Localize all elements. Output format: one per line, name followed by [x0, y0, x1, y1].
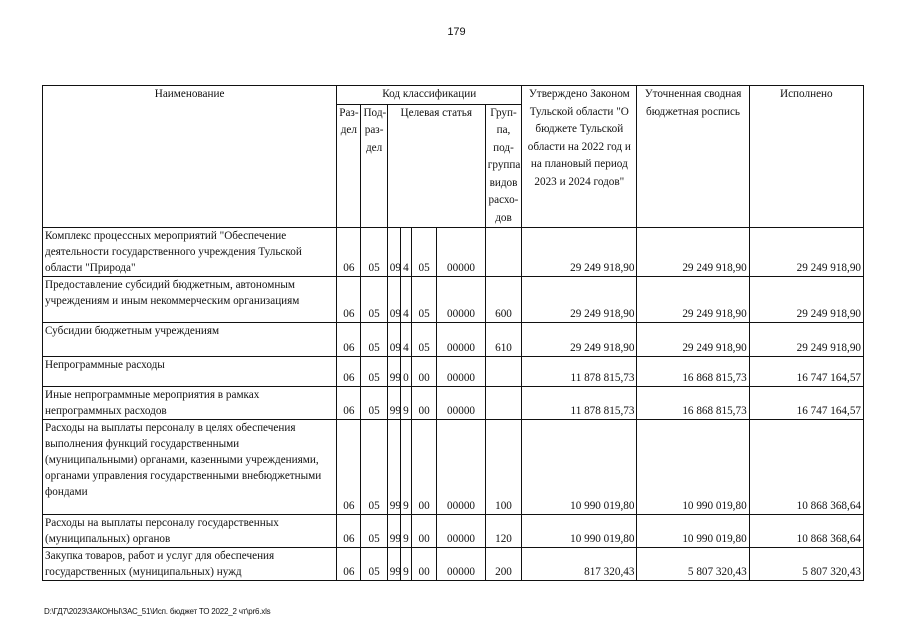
row-target-element: 00 — [412, 515, 437, 548]
row-target-subprogram: 0 — [400, 357, 411, 387]
row-podrazdel: 05 — [361, 420, 387, 515]
row-executed: 16 747 164,57 — [749, 357, 863, 387]
row-clarified: 10 990 019,80 — [637, 515, 749, 548]
row-executed: 5 807 320,43 — [749, 548, 863, 581]
row-podrazdel: 05 — [361, 228, 387, 277]
row-target-direction: 00000 — [437, 228, 486, 277]
row-target-program: 99 — [387, 548, 400, 581]
row-target-element: 00 — [412, 420, 437, 515]
row-target-program: 09 — [387, 323, 400, 357]
page-number: 179 — [447, 26, 466, 38]
row-approved: 29 249 918,90 — [522, 277, 637, 323]
header-razdel: Раз-дел — [337, 104, 361, 228]
row-podrazdel: 05 — [361, 548, 387, 581]
row-podrazdel: 05 — [361, 387, 387, 420]
row-podrazdel: 05 — [361, 357, 387, 387]
row-executed: 10 868 368,64 — [749, 515, 863, 548]
row-podrazdel: 05 — [361, 277, 387, 323]
row-clarified: 29 249 918,90 — [637, 277, 749, 323]
header-classification-code: Код классификации — [337, 86, 522, 105]
table-row — [43, 548, 864, 581]
row-clarified: 29 249 918,90 — [637, 228, 749, 277]
row-executed: 10 868 368,64 — [749, 420, 863, 515]
row-expense-type: 610 — [485, 323, 521, 357]
row-target-subprogram: 9 — [400, 387, 411, 420]
row-podrazdel: 05 — [361, 515, 387, 548]
row-target-subprogram: 9 — [400, 420, 411, 515]
row-razdel: 06 — [337, 548, 361, 581]
row-executed: 29 249 918,90 — [749, 277, 863, 323]
row-target-subprogram: 4 — [400, 228, 411, 277]
table-row — [43, 420, 864, 515]
row-razdel: 06 — [337, 323, 361, 357]
row-target-subprogram: 4 — [400, 323, 411, 357]
row-expense-type — [485, 357, 521, 387]
table-row — [43, 515, 864, 548]
header-approved: Утверждено Законом Тульской области "О бюджете Тульской области на 2022 год и на плановый период 2023 и 2024 годов" — [522, 86, 637, 228]
row-target-direction: 00000 — [437, 420, 486, 515]
table-body — [43, 228, 864, 581]
row-approved: 11 878 815,73 — [522, 387, 637, 420]
row-approved: 10 990 019,80 — [522, 515, 637, 548]
row-target-direction: 00000 — [437, 277, 486, 323]
row-clarified: 10 990 019,80 — [637, 420, 749, 515]
row-approved: 29 249 918,90 — [522, 323, 637, 357]
table-row — [43, 323, 864, 357]
row-executed: 16 747 164,57 — [749, 387, 863, 420]
table-row — [43, 387, 864, 420]
row-expense-type: 200 — [485, 548, 521, 581]
budget-table — [42, 85, 864, 581]
row-expense-type: 120 — [485, 515, 521, 548]
row-target-element: 00 — [412, 387, 437, 420]
row-approved: 11 878 815,73 — [522, 357, 637, 387]
row-target-program: 99 — [387, 357, 400, 387]
table-row — [43, 228, 864, 277]
row-target-subprogram: 9 — [400, 515, 411, 548]
row-target-element: 00 — [412, 548, 437, 581]
row-target-program: 99 — [387, 420, 400, 515]
row-name: Расходы на выплаты персоналу государственных (муниципальных) органов — [43, 515, 337, 548]
row-target-subprogram: 4 — [400, 277, 411, 323]
row-approved: 10 990 019,80 — [522, 420, 637, 515]
row-name: Непрограммные расходы — [43, 357, 337, 387]
row-expense-type — [485, 387, 521, 420]
row-target-subprogram: 9 — [400, 548, 411, 581]
header-executed: Исполнено — [749, 86, 863, 228]
row-razdel: 06 — [337, 515, 361, 548]
row-razdel: 06 — [337, 357, 361, 387]
row-target-direction: 00000 — [437, 515, 486, 548]
header-expense-group: Груп-па, под-группа видов расхо-дов — [485, 104, 521, 228]
row-podrazdel: 05 — [361, 323, 387, 357]
row-clarified: 16 868 815,73 — [637, 357, 749, 387]
header-clarified: Уточненная сводная бюджетная роспись — [637, 86, 749, 228]
row-razdel: 06 — [337, 228, 361, 277]
row-target-direction: 00000 — [437, 357, 486, 387]
row-executed: 29 249 918,90 — [749, 228, 863, 277]
row-name: Комплекс процессных мероприятий "Обеспечение деятельности государственного учреждения Тульской области "Природа" — [43, 228, 337, 277]
table-row — [43, 357, 864, 387]
row-target-direction: 00000 — [437, 323, 486, 357]
header-name: Наименование — [43, 86, 337, 228]
table-row — [43, 277, 864, 323]
row-razdel: 06 — [337, 277, 361, 323]
row-expense-type: 600 — [485, 277, 521, 323]
row-clarified: 16 868 815,73 — [637, 387, 749, 420]
row-target-program: 09 — [387, 277, 400, 323]
row-approved: 817 320,43 — [522, 548, 637, 581]
row-name: Субсидии бюджетным учреждениям — [43, 323, 337, 357]
row-name: Предоставление субсидий бюджетным, автономным учреждениям и иным некоммерческим организациям — [43, 277, 337, 323]
row-name: Иные непрограммные мероприятия в рамках непрограммных расходов — [43, 387, 337, 420]
row-name: Расходы на выплаты персоналу в целях обеспечения выполнения функций государственными (муниципальными) органами, казенными учреждениями, органами управления государственными внебюджетными фондами — [43, 420, 337, 515]
row-executed: 29 249 918,90 — [749, 323, 863, 357]
header-podrazdel: Под-раз-дел — [361, 104, 387, 228]
row-target-element: 05 — [412, 277, 437, 323]
row-clarified: 29 249 918,90 — [637, 323, 749, 357]
row-name: Закупка товаров, работ и услуг для обеспечения государственных (муниципальных) нужд — [43, 548, 337, 581]
row-target-direction: 00000 — [437, 548, 486, 581]
row-target-program: 09 — [387, 228, 400, 277]
row-expense-type: 100 — [485, 420, 521, 515]
header-target-article: Целевая статья — [387, 104, 485, 228]
file-path-footer: D:\ГД7\2023\ЗАКОНЫ\ЗАС_51\Исп. бюджет ТО 2022_2 чт\pr6.xls — [44, 607, 271, 616]
row-razdel: 06 — [337, 387, 361, 420]
row-target-element: 05 — [412, 323, 437, 357]
row-target-direction: 00000 — [437, 387, 486, 420]
row-target-element: 05 — [412, 228, 437, 277]
row-target-program: 99 — [387, 515, 400, 548]
row-expense-type — [485, 228, 521, 277]
row-approved: 29 249 918,90 — [522, 228, 637, 277]
row-razdel: 06 — [337, 420, 361, 515]
row-target-element: 00 — [412, 357, 437, 387]
table-header — [43, 86, 864, 228]
row-clarified: 5 807 320,43 — [637, 548, 749, 581]
row-target-program: 99 — [387, 387, 400, 420]
